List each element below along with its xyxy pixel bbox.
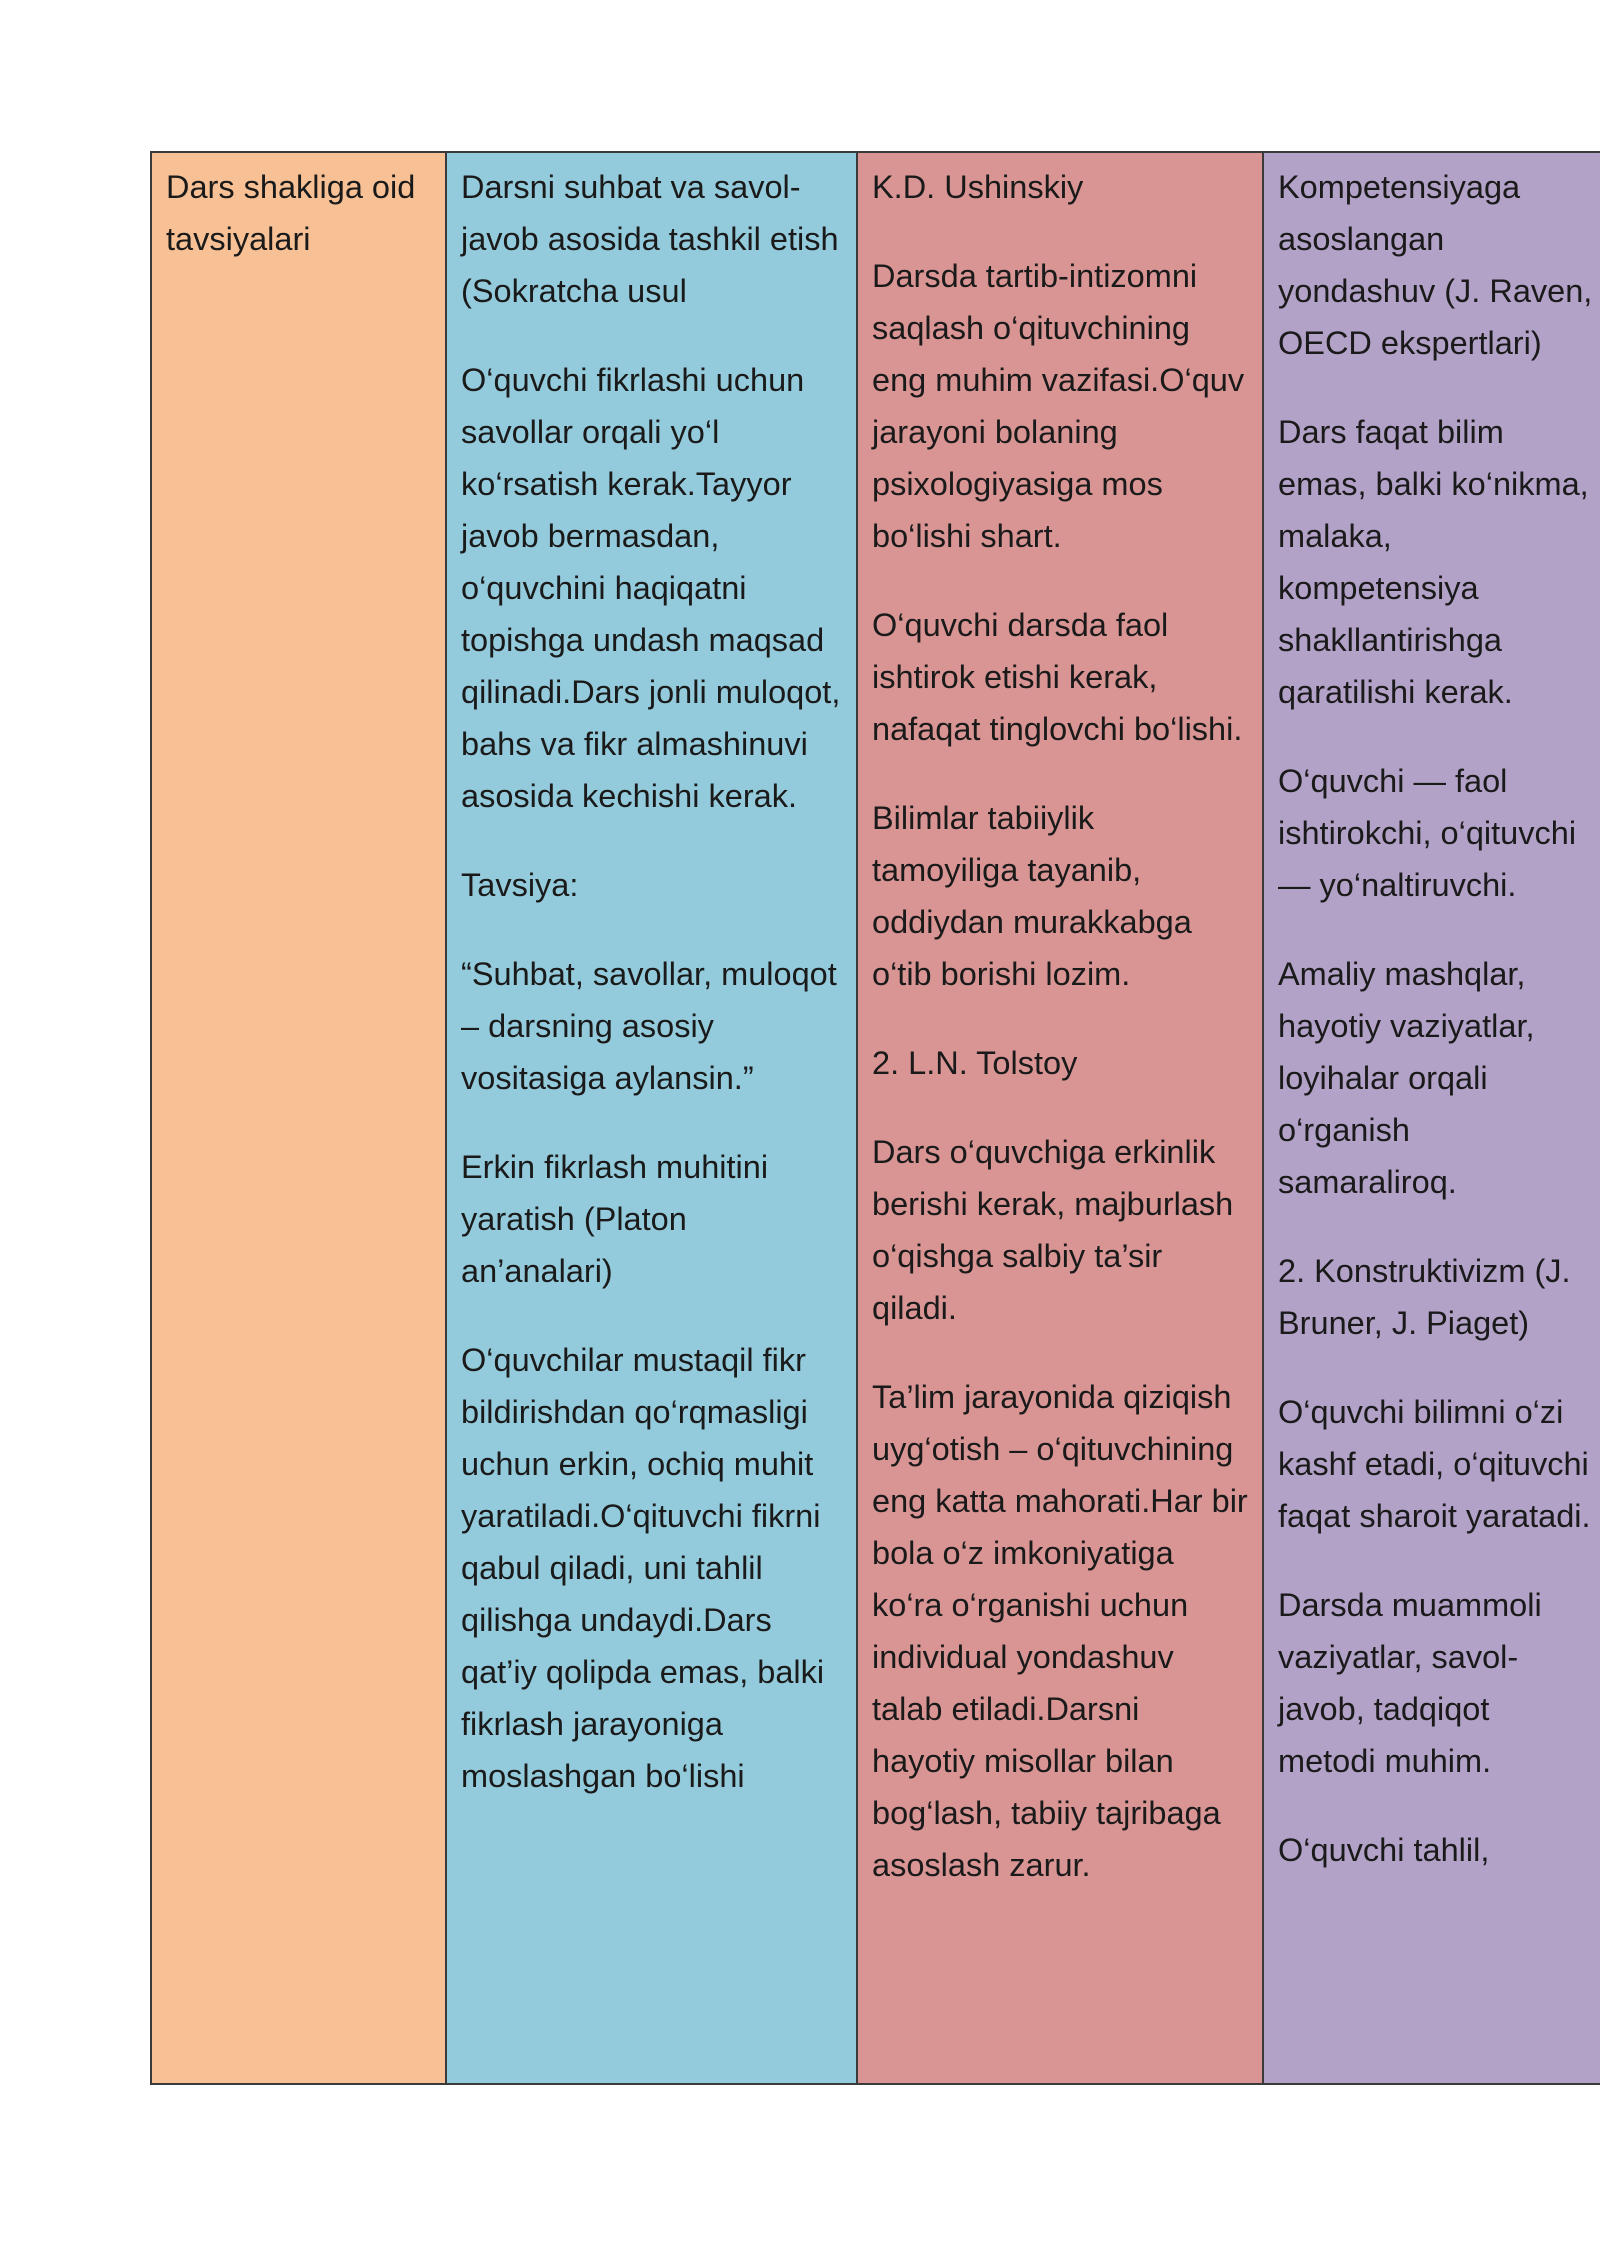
paragraph: O‘quvchi bilimni o‘zi kashf etadi, o‘qituvchi faqat sharoit yaratadi. xyxy=(1278,1394,1591,1534)
paragraph: O‘quvchi tahlil, xyxy=(1278,1832,1490,1868)
paragraph: Bilimlar tabiiylik tamoyiliga tayanib, oddiydan murakkabga o‘tib borishi lozim. xyxy=(872,800,1192,992)
paragraph: Amaliy mashqlar, hayotiy vaziyatlar, loyihalar orqali o‘rganish samaraliroq. xyxy=(1278,956,1535,1200)
paragraph: Darsda tartib-intizomni saqlash o‘qituvchining eng muhim vazifasi.O‘quv jarayoni bolaning psixologiyasiga mos bo‘lishi shart. xyxy=(872,258,1245,554)
paragraph: Kompetensiyaga asoslangan yondashuv (J. Raven, OECD ekspertlari) xyxy=(1278,169,1593,361)
paragraph: O‘quvchi fikrlashi uchun savollar orqali yo‘l ko‘rsatish kerak.Tayyor javob bermasdan, o‘quvchini haqiqatni topishga undash maqsad qilinadi.Dars jonli muloqot, bahs va fikr almashinuvi asosida kechishi kerak. xyxy=(461,362,841,814)
paragraph: O‘quvchi — faol ishtirokchi, o‘qituvchi — yo‘naltiruvchi. xyxy=(1278,763,1577,903)
recommendations-table xyxy=(150,151,1600,2085)
paragraph: Dars o‘quvchiga erkinlik berishi kerak, majburlash o‘qishga salbiy ta’sir qiladi. xyxy=(872,1134,1234,1326)
column-category xyxy=(151,152,446,2084)
column-socratic-platonic xyxy=(446,152,857,2084)
category-label: Dars shakliga oid tavsiyalari xyxy=(166,169,416,257)
column-competency-constructivism xyxy=(1263,152,1600,2084)
table-row xyxy=(151,152,1600,2084)
paragraph: Tavsiya: xyxy=(461,867,579,903)
column-ushinskiy-tolstoy xyxy=(857,152,1263,2084)
paragraph: 2. Konstruktivizm (J. Bruner, J. Piaget) xyxy=(1278,1253,1571,1341)
paragraph: “Suhbat, savollar, muloqot – darsning asosiy vositasiga aylansin.” xyxy=(461,956,837,1096)
paragraph: Ta’lim jarayonida qiziqish uyg‘otish – o‘qituvchining eng katta mahorati.Har bir bola o‘z imkoniyatiga ko‘ra o‘rganishi uchun individual yondashuv talab etiladi.Darsni hayotiy misollar bilan bog‘lash, tabiiy tajribaga asoslash zarur. xyxy=(872,1379,1248,1883)
paragraph: Erkin fikrlash muhitini yaratish (Platon an’analari) xyxy=(461,1149,769,1289)
paragraph: Darsda muammoli vaziyatlar, savol-javob, tadqiqot metodi muhim. xyxy=(1278,1587,1542,1779)
paragraph: O‘quvchi darsda faol ishtirok etishi kerak, nafaqat tinglovchi bo‘lishi. xyxy=(872,607,1243,747)
paragraph: O‘quvchilar mustaqil fikr bildirishdan qo‘rqmasligi uchun erkin, ochiq muhit yaratiladi.O‘qituvchi fikrni qabul qiladi, uni tahlil qilishga undaydi.Dars qat’iy qolipda emas, balki fikrlash jarayoniga moslashgan bo‘lishi xyxy=(461,1342,825,1794)
paragraph: Darsni suhbat va savol-javob asosida tashkil etish (Sokratcha usul xyxy=(461,169,839,309)
paragraph: K.D. Ushinskiy xyxy=(872,169,1084,205)
paragraph: Dars faqat bilim emas, balki ko‘nikma, malaka, kompetensiya shakllantirishga qaratilishi kerak. xyxy=(1278,414,1589,710)
cell-category xyxy=(166,161,431,265)
paragraph: 2. L.N. Tolstoy xyxy=(872,1045,1078,1081)
